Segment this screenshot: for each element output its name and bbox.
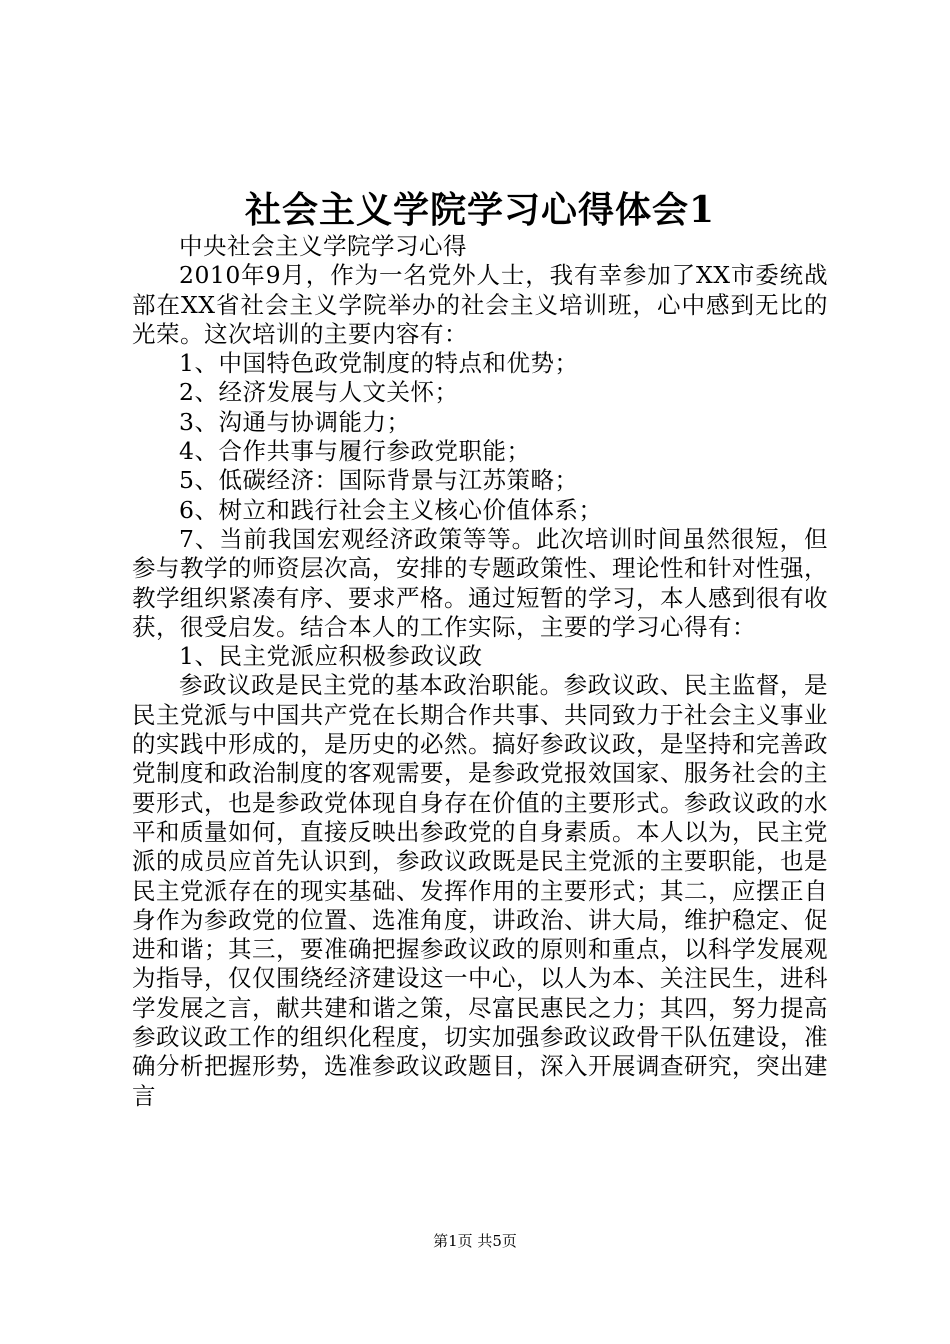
paragraph: 4、合作共事与履行参政党职能； bbox=[179, 437, 531, 466]
paragraph: 中央社会主义学院学习心得 bbox=[179, 232, 467, 260]
paragraph: 6、树立和践行社会主义核心价值体系； bbox=[179, 495, 603, 524]
page-number-footer: 第1页 共5页 bbox=[433, 1232, 517, 1250]
paragraph: 5、低碳经济：国际背景与江苏策略； bbox=[179, 466, 579, 495]
paragraph: 参政议政是民主党的基本政治职能。参政议政、民主监督，是民主党派与中国共产党在长期合作共事、共同致力于社会主义事业的实践中形成的，是历史的必然。搞好参政议政，是坚持和完善政党制度和政治制度的客观需要，是参政党报效国家、服务社会的主要形式，也是参政党体现自身存在价值的主要形式。参政议政的水平和质量如何，直接反映出参政党的自身素质。本人以为，民主党派的成员应首先认识到，参政议政既是民主党派的主要职能，也是民主党派存在的现实基础、发挥作用的主要形式；其二，应摆正自身作为参政党的位置、选准角度，讲政治、讲大局，维护稳定、促进和谐；其三，要准确把握参政议政的原则和重点，以科学发展观为指导，仅仅围绕经济建设这一中心，以人为本、关注民生，进科学发展之言，献共建和谐之策，尽富民惠民之力；其四，努力提高参政议政工作的组织化程度，切实加强参政议政骨干队伍建设，准确分析把握形势，选准参政议政题目，深入开展调查研究，突出建言 bbox=[132, 671, 828, 1110]
document-title: 社会主义学院学习心得体会1 bbox=[244, 189, 716, 231]
paragraph: 2010年9月，作为一名党外人士，我有幸参加了XX市委统战部在XX省社会主义学院举办的社会主义培训班，心中感到无比的光荣。这次培训的主要内容有： bbox=[132, 261, 828, 348]
paragraph: 1、民主党派应积极参政议政 bbox=[179, 642, 483, 671]
paragraph: 2、经济发展与人文关怀； bbox=[179, 378, 459, 407]
document-page bbox=[132, 188, 828, 1111]
paragraph: 3、沟通与协调能力； bbox=[179, 407, 411, 436]
document-body bbox=[132, 232, 828, 1111]
paragraph: 1、中国特色政党制度的特点和优势； bbox=[179, 349, 579, 378]
paragraph: 7、当前我国宏观经济政策等等。此次培训时间虽然很短，但参与教学的师资层次高，安排的专题政策性、理论性和针对性强，教学组织紧凑有序、要求严格。通过短暂的学习，本人感到很有收获，很受启发。结合本人的工作实际，主要的学习心得有： bbox=[132, 524, 828, 641]
